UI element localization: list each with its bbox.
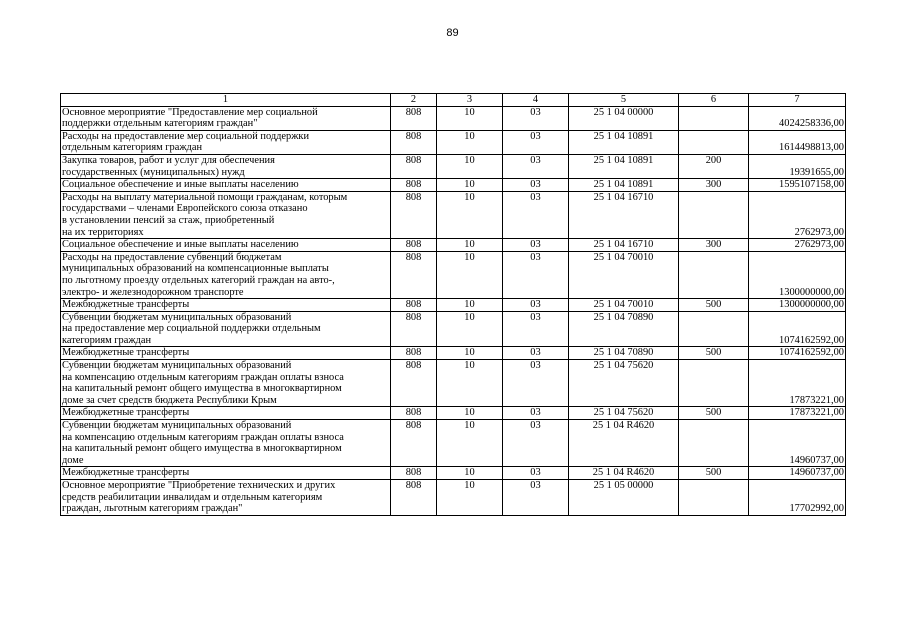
expense-type-code: [679, 311, 749, 347]
expense-type-code: [679, 191, 749, 238]
ministry-code: 808: [391, 179, 437, 192]
target-article-code: 25 1 04 70890: [569, 347, 679, 360]
subsection-code: 03: [503, 179, 569, 192]
ministry-code: 808: [391, 420, 437, 467]
description-line: Основное мероприятие "Приобретение технических и других: [62, 480, 336, 491]
target-article-code: 25 1 04 75620: [569, 407, 679, 420]
header-col-5: 5: [569, 94, 679, 107]
row-description: [61, 480, 391, 516]
description-line: Межбюджетные трансферты: [62, 407, 190, 419]
section-code: 10: [437, 191, 503, 238]
description-line: Расходы на предоставление субвенций бюджетам: [62, 251, 282, 263]
row-description: [61, 347, 391, 360]
subsection-code: 03: [503, 239, 569, 252]
description-line: на компенсацию отдельным категориям граждан оплаты взноса: [62, 371, 344, 383]
description-line: доме за счет средств бюджета Республики Крым: [62, 394, 277, 406]
subsection-code: 03: [503, 347, 569, 360]
amount: 2762973,00: [749, 191, 846, 238]
section-code: 10: [437, 130, 503, 154]
section-code: 10: [437, 179, 503, 192]
row-description: [61, 407, 391, 420]
amount: 19391655,00: [749, 154, 846, 178]
target-article-code: 25 1 04 10891: [569, 130, 679, 154]
description-line: средств реабилитации инвалидам и отдельным категориям: [62, 491, 323, 503]
table-header-row: [61, 94, 846, 107]
amount: 4024258336,00: [749, 106, 846, 130]
table-row: [61, 239, 846, 252]
ministry-code: 808: [391, 239, 437, 252]
description-line: по льготному проезду отдельных категорий граждан на авто-,: [62, 274, 335, 286]
budget-table: [60, 93, 846, 516]
expense-type-code: 500: [679, 467, 749, 480]
header-col-2: 2: [391, 94, 437, 107]
description-line: Субвенции бюджетам муниципальных образований: [62, 311, 292, 323]
table-row: [61, 191, 846, 238]
description-line: на предоставление мер социальной поддержки отдельным: [62, 323, 321, 335]
row-description: [61, 191, 391, 238]
target-article-code: 25 1 04 10891: [569, 154, 679, 178]
target-article-code: 25 1 04 70010: [569, 251, 679, 298]
subsection-code: 03: [503, 467, 569, 480]
amount: 17873221,00: [749, 360, 846, 407]
ministry-code: 808: [391, 251, 437, 298]
description-line: Социальное обеспечение и иные выплаты населению: [62, 239, 299, 251]
target-article-code: 25 1 04 70010: [569, 299, 679, 312]
section-code: 10: [437, 360, 503, 407]
expense-type-code: 200: [679, 154, 749, 178]
subsection-code: 03: [503, 251, 569, 298]
row-description: [61, 106, 391, 130]
row-description: [61, 299, 391, 312]
expense-type-code: [679, 360, 749, 407]
row-description: [61, 311, 391, 347]
description-line: государственных (муниципальных) нужд: [62, 166, 245, 178]
header-col-6: 6: [679, 94, 749, 107]
page-number: 89: [446, 27, 459, 39]
header-col-7: 7: [749, 94, 846, 107]
description-line: муниципальных образований на компенсационные выплаты: [62, 263, 329, 275]
table-row: [61, 179, 846, 192]
table-row: [61, 311, 846, 347]
description-line: Социальное обеспечение и иные выплаты населению: [62, 179, 299, 191]
amount: 1074162592,00: [749, 311, 846, 347]
table-row: [61, 360, 846, 407]
description-line: категориям граждан: [62, 334, 151, 346]
subsection-code: 03: [503, 407, 569, 420]
amount: 2762973,00: [749, 239, 846, 252]
section-code: 10: [437, 251, 503, 298]
table-row: [61, 106, 846, 130]
subsection-code: 03: [503, 420, 569, 467]
target-article-code: 25 1 04 16710: [569, 191, 679, 238]
target-article-code: 25 1 04 00000: [569, 106, 679, 130]
section-code: 10: [437, 407, 503, 420]
ministry-code: 808: [391, 106, 437, 130]
amount: 1300000000,00: [749, 299, 846, 312]
table-row: [61, 154, 846, 178]
section-code: 10: [437, 239, 503, 252]
amount: 14960737,00: [749, 420, 846, 467]
row-description: [61, 239, 391, 252]
expense-type-code: 500: [679, 347, 749, 360]
description-line: на капитальный ремонт общего имущества в многоквартирном: [62, 443, 342, 455]
target-article-code: 25 1 04 16710: [569, 239, 679, 252]
amount: 1300000000,00: [749, 251, 846, 298]
header-col-4: 4: [503, 94, 569, 107]
ministry-code: 808: [391, 130, 437, 154]
header-col-1: 1: [61, 94, 391, 107]
subsection-code: 03: [503, 299, 569, 312]
target-article-code: 25 1 04 75620: [569, 360, 679, 407]
ministry-code: 808: [391, 347, 437, 360]
description-line: поддержки отдельным категориям граждан": [62, 118, 258, 130]
description-line: на их территориях: [62, 226, 144, 238]
ministry-code: 808: [391, 154, 437, 178]
subsection-code: 03: [503, 480, 569, 516]
ministry-code: 808: [391, 299, 437, 312]
description-line: в установлении пенсий за стаж, приобретенный: [62, 214, 275, 226]
ministry-code: 808: [391, 311, 437, 347]
expense-type-code: [679, 420, 749, 467]
description-line: на капитальный ремонт общего имущества в многоквартирном: [62, 383, 342, 395]
row-description: [61, 130, 391, 154]
ministry-code: 808: [391, 467, 437, 480]
section-code: 10: [437, 299, 503, 312]
description-line: Основное мероприятие "Предоставление мер социальной: [62, 106, 318, 118]
description-line: отдельным категориям граждан: [62, 142, 202, 154]
row-description: [61, 360, 391, 407]
table-row: [61, 420, 846, 467]
target-article-code: 25 1 05 00000: [569, 480, 679, 516]
description-line: Субвенции бюджетам муниципальных образований: [62, 360, 292, 372]
expense-type-code: [679, 251, 749, 298]
description-line: Субвенции бюджетам муниципальных образований: [62, 420, 292, 432]
expense-type-code: [679, 106, 749, 130]
target-article-code: 25 1 04 R4620: [569, 420, 679, 467]
expense-type-code: [679, 480, 749, 516]
ministry-code: 808: [391, 407, 437, 420]
section-code: 10: [437, 311, 503, 347]
table-row: [61, 467, 846, 480]
section-code: 10: [437, 480, 503, 516]
table-row: [61, 299, 846, 312]
ministry-code: 808: [391, 480, 437, 516]
section-code: 10: [437, 467, 503, 480]
description-line: на компенсацию отдельным категориям граждан оплаты взноса: [62, 431, 344, 443]
section-code: 10: [437, 347, 503, 360]
description-line: Расходы на предоставление мер социальной поддержки: [62, 130, 310, 142]
header-col-3: 3: [437, 94, 503, 107]
description-line: Межбюджетные трансферты: [62, 299, 190, 311]
section-code: 10: [437, 420, 503, 467]
description-line: электро- и железнодорожном транспорте: [62, 286, 244, 298]
subsection-code: 03: [503, 130, 569, 154]
expense-type-code: 500: [679, 299, 749, 312]
table-row: [61, 347, 846, 360]
subsection-code: 03: [503, 311, 569, 347]
subsection-code: 03: [503, 191, 569, 238]
table-row: [61, 251, 846, 298]
row-description: [61, 251, 391, 298]
row-description: [61, 420, 391, 467]
expense-type-code: 300: [679, 239, 749, 252]
expense-type-code: 300: [679, 179, 749, 192]
amount: 14960737,00: [749, 467, 846, 480]
target-article-code: 25 1 04 70890: [569, 311, 679, 347]
target-article-code: 25 1 04 R4620: [569, 467, 679, 480]
section-code: 10: [437, 154, 503, 178]
amount: 1074162592,00: [749, 347, 846, 360]
table-row: [61, 480, 846, 516]
description-line: государствами – членами Европейского союза отказано: [62, 203, 308, 215]
row-description: [61, 154, 391, 178]
description-line: доме: [62, 454, 84, 466]
table-row: [61, 130, 846, 154]
subsection-code: 03: [503, 154, 569, 178]
row-description: [61, 467, 391, 480]
subsection-code: 03: [503, 360, 569, 407]
section-code: 10: [437, 106, 503, 130]
expense-type-code: [679, 130, 749, 154]
ministry-code: 808: [391, 191, 437, 238]
amount: 1595107158,00: [749, 179, 846, 192]
row-description: [61, 179, 391, 192]
target-article-code: 25 1 04 10891: [569, 179, 679, 192]
ministry-code: 808: [391, 360, 437, 407]
table-row: [61, 407, 846, 420]
subsection-code: 03: [503, 106, 569, 130]
amount: 17702992,00: [749, 480, 846, 516]
description-line: Расходы на выплату материальной помощи гражданам, которым: [62, 191, 348, 203]
amount: 1614498813,00: [749, 130, 846, 154]
description-line: Закупка товаров, работ и услуг для обеспечения: [62, 154, 275, 166]
description-line: граждан, льготным категориям граждан": [62, 503, 243, 515]
description-line: Межбюджетные трансферты: [62, 467, 190, 479]
amount: 17873221,00: [749, 407, 846, 420]
expense-type-code: 500: [679, 407, 749, 420]
description-line: Межбюджетные трансферты: [62, 347, 190, 359]
